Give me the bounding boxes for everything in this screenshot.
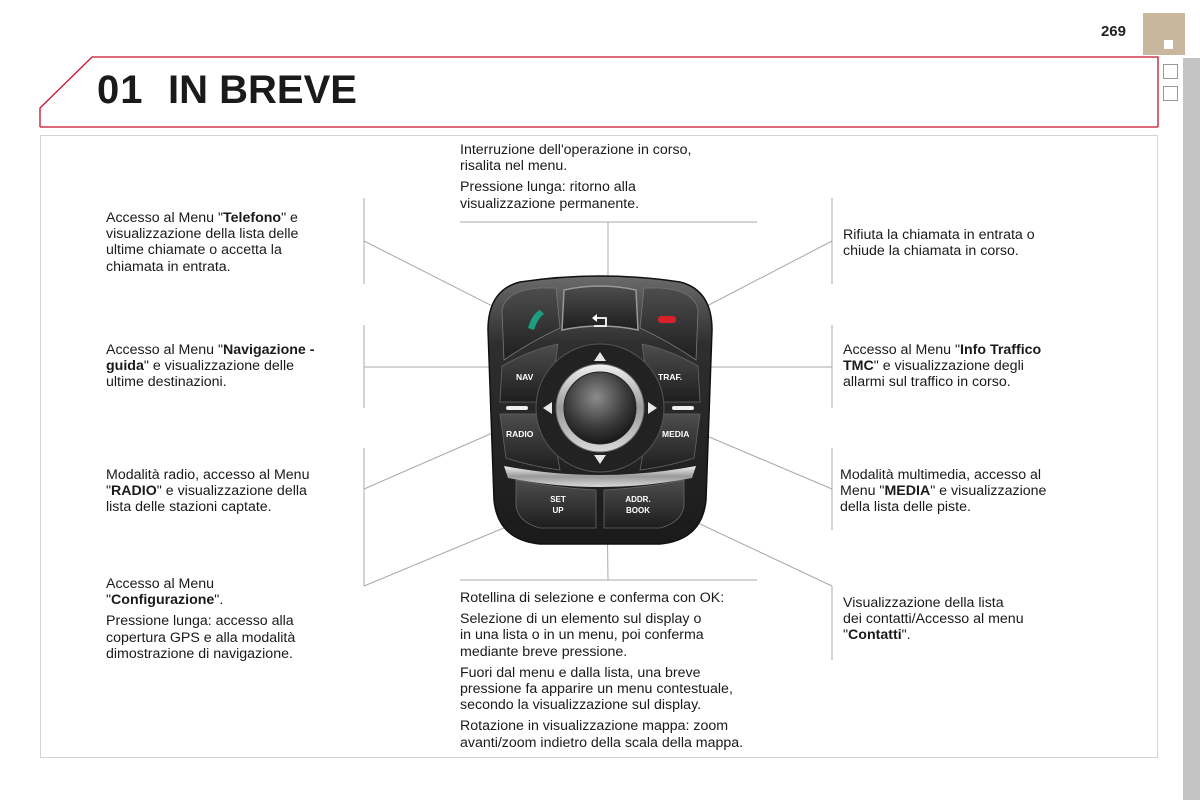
phone-callout [106, 210, 356, 275]
media-callout [840, 467, 1100, 516]
radio-callout-line: Modalità radio, accesso al Menu [106, 467, 310, 483]
nav-callout [106, 342, 356, 391]
back-callout-line: Pressione lunga: ritorno alla [460, 179, 636, 196]
setup-callout-line: dimostrazione di navigazione. [106, 645, 293, 662]
addr-label-2: BOOK [626, 506, 650, 515]
traffic-callout [843, 342, 1103, 391]
nav-callout-line: ultime destinazioni. [106, 374, 227, 391]
hangup-callout-line: chiude la chiamata in corso. [843, 243, 1019, 260]
nav-menu-name: guida [106, 358, 144, 375]
setup-callout-text: ". [214, 592, 224, 609]
page-number: 269 [1100, 23, 1126, 40]
setup-callout-line: Accesso al Menu [106, 576, 215, 592]
back-callout-line: risalita nel menu. [460, 158, 568, 175]
wheel-callout-line: avanti/zoom indietro della scala della mappa. [460, 734, 744, 751]
radio-callout [106, 467, 356, 516]
phone-menu-name: Telefono [223, 210, 282, 226]
traffic-menu-name: TMC [843, 358, 874, 375]
nav-menu-name: Navigazione - [223, 342, 315, 358]
chapter-number: 01 [97, 68, 144, 112]
contacts-callout-text: ". [901, 627, 911, 644]
wheel-callout-line: in una lista o in un menu, poi conferma [460, 627, 704, 644]
minus-left-icon [506, 406, 528, 410]
traffic-callout-text: " e visualizzazione degli [873, 358, 1024, 375]
wheel-callout-line: Rotellina di selezione e conferma con OK: [460, 590, 725, 606]
contacts-callout [843, 595, 1103, 644]
hangup-callout-line: Rifiuta la chiamata in entrata o [843, 227, 1035, 243]
traffic-callout-line: allarmi sul traffico in corso. [843, 374, 1011, 391]
addr-label-1: ADDR. [625, 495, 651, 504]
minus-right-icon [672, 406, 694, 410]
back-callout-line: Interruzione dell'operazione in corso, [460, 142, 692, 158]
hangup-icon [658, 316, 676, 323]
nav-callout-text: Accesso al Menu " [106, 342, 224, 358]
radio-label: RADIO [506, 429, 534, 439]
chapter-title: IN BREVE [168, 68, 357, 112]
setup-callout-text: " [106, 592, 112, 609]
traffic-callout-text: Accesso al Menu " [843, 342, 961, 358]
back-callout-line: visualizzazione permanente. [460, 195, 640, 212]
traf-label: TRAF. [658, 372, 683, 382]
selection-knob [564, 372, 636, 444]
setup-callout [106, 576, 356, 662]
radio-callout-line: lista delle stazioni captate. [106, 499, 272, 516]
wheel-callout-line: Fuori dal menu e dalla lista, una breve [460, 664, 701, 681]
wheel-callout [460, 590, 770, 751]
phone-callout-text: " e [281, 210, 298, 226]
wheel-callout-line: pressione fa apparire un menu contestuale, [460, 681, 733, 698]
setup-label-1: SET [550, 495, 566, 504]
wheel-callout-line: mediante breve pressione. [460, 643, 628, 660]
media-callout-text: Menu " [840, 483, 885, 500]
phone-callout-line: chiamata in entrata. [106, 258, 231, 275]
media-callout-line: Modalità multimedia, accesso al [840, 467, 1042, 483]
setup-callout-line: Pressione lunga: accesso alla [106, 613, 294, 630]
setup-menu-name: Configurazione [111, 592, 215, 609]
setup-label-2: UP [552, 506, 564, 515]
media-callout-text: " e visualizzazione [930, 483, 1047, 500]
radio-menu-name: RADIO [111, 483, 157, 500]
setup-callout-line: copertura GPS e alla modalità [106, 629, 296, 646]
controller-illustration [480, 270, 720, 550]
nav-callout-text: " e visualizzazione delle [143, 358, 294, 375]
phone-callout-line: ultime chiamate o accetta la [106, 242, 282, 259]
radio-callout-text: " [106, 483, 112, 500]
media-label: MEDIA [662, 429, 690, 439]
traffic-menu-name: Info Traffico [960, 342, 1042, 358]
phone-callout-line: visualizzazione della lista delle [106, 226, 299, 243]
wheel-callout-line: Rotazione in visualizzazione mappa: zoom [460, 718, 729, 735]
nav-label: NAV [516, 372, 534, 382]
wheel-callout-line: secondo la visualizzazione sul display. [460, 697, 702, 714]
phone-callout-text: Accesso al Menu " [106, 210, 224, 226]
media-menu-name: MEDIA [884, 483, 931, 500]
contacts-callout-line: Visualizzazione della lista [843, 595, 1004, 611]
contacts-callout-text: " [843, 627, 849, 644]
contacts-menu-name: Contatti [848, 627, 902, 644]
wheel-callout-line: Selezione di un elemento sul display o [460, 611, 702, 628]
back-button [562, 286, 638, 330]
contacts-callout-line: dei contatti/Accesso al menu [843, 611, 1024, 628]
back-callout [460, 142, 760, 212]
media-callout-line: della lista delle piste. [840, 499, 971, 516]
hangup-callout [843, 227, 1103, 259]
radio-callout-text: " e visualizzazione della [156, 483, 307, 500]
